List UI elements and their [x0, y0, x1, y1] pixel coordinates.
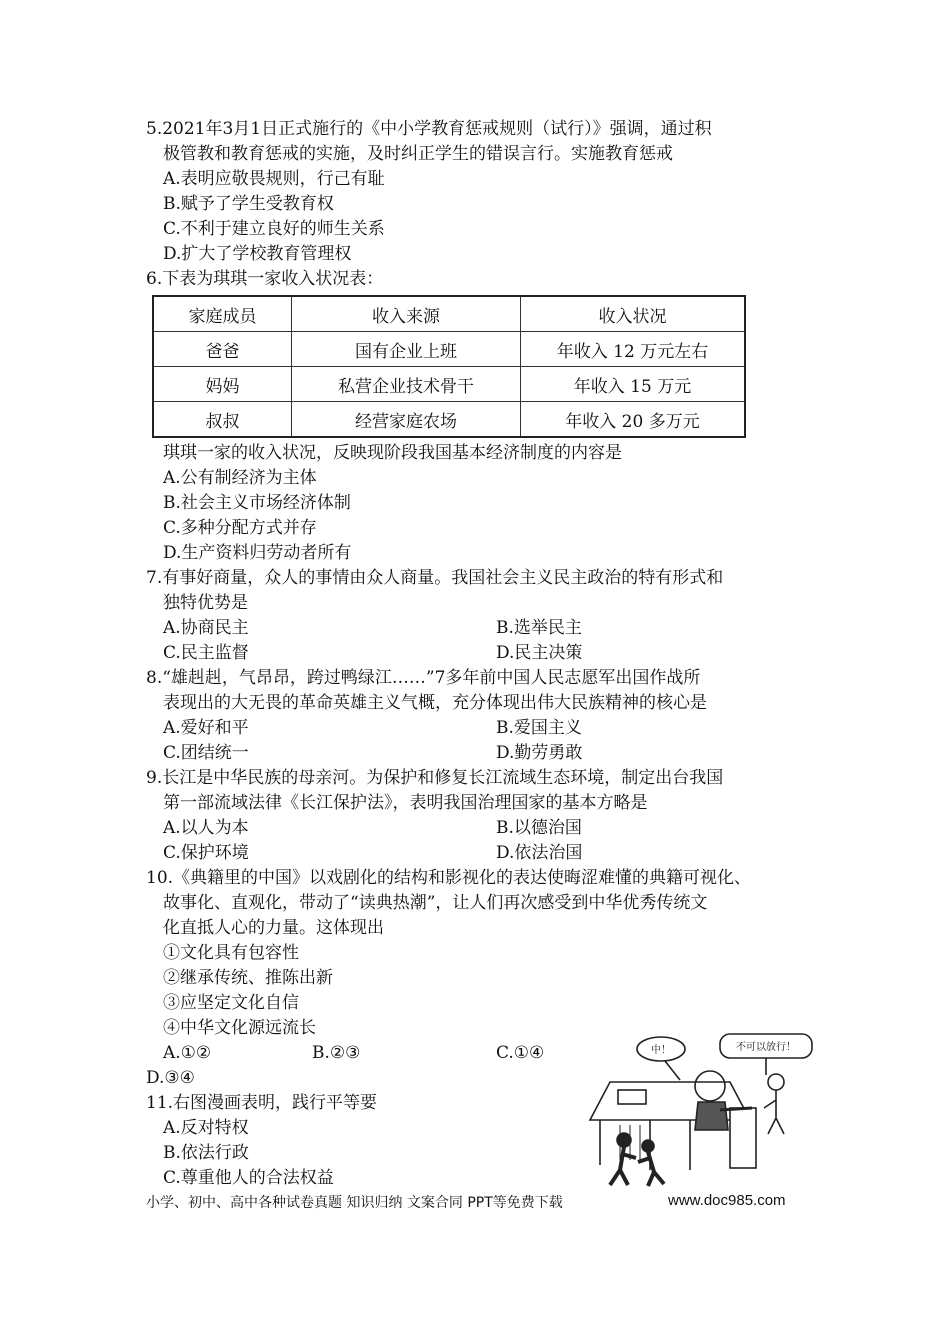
table-header-cell: 收入来源	[292, 296, 521, 332]
table-row	[153, 332, 745, 367]
q11-option-a: A.反对特权	[163, 1118, 249, 1138]
q7-option-d: D.民主决策	[496, 643, 583, 663]
booth-sign	[618, 1090, 646, 1104]
table-cell: 妈妈	[153, 367, 292, 402]
q7-option-c: C.民主监督	[163, 643, 249, 663]
q6-option-b: B.社会主义市场经济体制	[163, 493, 351, 513]
footer-text: 小学、初中、高中各种试卷真题 知识归纳 文案合同 PPT等免费下载	[146, 1195, 563, 1211]
q10-item-4: ④中华文化源远流长	[163, 1018, 316, 1038]
q6-option-c: C.多种分配方式并存	[163, 518, 317, 538]
person-head-2	[642, 1140, 654, 1152]
speech-bubble-right-text: 不可以放行！	[736, 1042, 796, 1053]
q5-option-b: B.赋予了学生受教育权	[163, 194, 334, 214]
q6-question: 琪琪一家的收入状况，反映现阶段我国基本经济制度的内容是	[163, 443, 622, 463]
q11-stem: 11.右图漫画表明，践行平等要	[146, 1093, 378, 1113]
q11-option-c: C.尊重他人的合法权益	[163, 1168, 334, 1188]
q7-option-a: A.协商民主	[163, 618, 249, 638]
child-head	[768, 1074, 784, 1090]
q10-stem-line2: 故事化、直观化，带动了“读典热潮”，让人们再次感受到中华优秀传统文	[163, 893, 708, 913]
q8-option-a: A.爱好和平	[163, 718, 249, 738]
q5-stem-line2: 极管教和教育惩戒的实施，及时纠正学生的错误言行。实施教育惩戒	[163, 144, 673, 164]
q8-stem-line1: 8.“雄赳赳，气昂昂，跨过鸭绿江……”7多年前中国人民志愿军出国作战所	[146, 668, 701, 688]
q10-stem-line3: 化直抵人心的力量。这体现出	[163, 918, 384, 938]
q10-option-d: D.③④	[146, 1068, 195, 1088]
page-footer	[146, 1192, 786, 1212]
table-cell: 年收入 15 万元	[521, 367, 746, 402]
document-sheet	[730, 1108, 756, 1168]
table-cell: 私营企业技术骨干	[292, 367, 521, 402]
table-row	[153, 367, 745, 402]
q10-option-c: C.①④	[496, 1043, 545, 1063]
q9-option-b: B.以德治国	[496, 818, 582, 838]
official-head	[695, 1071, 725, 1101]
q6-stem: 6.下表为琪琪一家收入状况表：	[146, 269, 384, 289]
q10-option-b: B.②③	[312, 1043, 361, 1063]
q8-option-d: D.勤劳勇敢	[496, 743, 583, 763]
table-cell: 经营家庭农场	[292, 402, 521, 438]
q5-option-a: A.表明应敬畏规则，行己有耻	[163, 169, 385, 189]
q10-stem-line1: 10.《典籍里的中国》以戏剧化的结构和影视化的表达使晦涩难懂的典籍可视化、	[146, 868, 752, 888]
q6-option-a: A.公有制经济为主体	[163, 468, 317, 488]
footer-site-link[interactable]: www.doc985.com	[668, 1192, 786, 1209]
q10-option-a: A.①②	[163, 1043, 212, 1063]
q9-option-a: A.以人为本	[163, 818, 249, 838]
q7-option-b: B.选举民主	[496, 618, 582, 638]
q8-option-c: C.团结统一	[163, 743, 249, 763]
q9-option-d: D.依法治国	[496, 843, 583, 863]
q5-stem-line1: 5.2021年3月1日正式施行的《中小学教育惩戒规则（试行）》强调，通过积	[146, 119, 712, 139]
table-row	[153, 402, 745, 438]
q9-stem-line1: 9.长江是中华民族的母亲河。为保护和修复长江流域生态环境，制定出台我国	[146, 768, 724, 788]
table-cell: 国有企业上班	[292, 332, 521, 367]
table-header-cell: 家庭成员	[153, 296, 292, 332]
q10-item-2: ②继承传统、推陈出新	[163, 968, 333, 988]
q11-option-b: B.依法行政	[163, 1143, 249, 1163]
q5-option-d: D.扩大了学校教育管理权	[163, 244, 352, 264]
table-cell: 叔叔	[153, 402, 292, 438]
table-header-cell: 收入状况	[521, 296, 746, 332]
table-cell: 年收入 12 万元左右	[521, 332, 746, 367]
income-table	[152, 295, 746, 438]
q10-item-1: ①文化具有包容性	[163, 943, 299, 963]
table-cell: 年收入 20 多万元	[521, 402, 746, 438]
q9-option-c: C.保护环境	[163, 843, 249, 863]
q8-stem-line2: 表现出的大无畏的革命英雄主义气概，充分体现出伟大民族精神的核心是	[163, 693, 707, 713]
q7-stem-line2: 独特优势是	[163, 593, 248, 613]
person-head-1	[617, 1133, 631, 1147]
q8-option-b: B.爱国主义	[496, 718, 582, 738]
q7-stem-line1: 7.有事好商量，众人的事情由众人商量。我国社会主义民主政治的特有形式和	[146, 568, 724, 588]
q5-option-c: C.不利于建立良好的师生关系	[163, 219, 385, 239]
speech-bubble-left-text: 中！	[651, 1045, 671, 1056]
q10-item-3: ③应坚定文化自信	[163, 993, 299, 1013]
q9-stem-line2: 第一部流域法律《长江保护法》，表明我国治理国家的基本方略是	[163, 793, 648, 813]
table-header-row	[153, 296, 745, 332]
cartoon-illustration	[570, 1030, 820, 1188]
table-cell: 爸爸	[153, 332, 292, 367]
q6-option-d: D.生产资料归劳动者所有	[163, 543, 352, 563]
